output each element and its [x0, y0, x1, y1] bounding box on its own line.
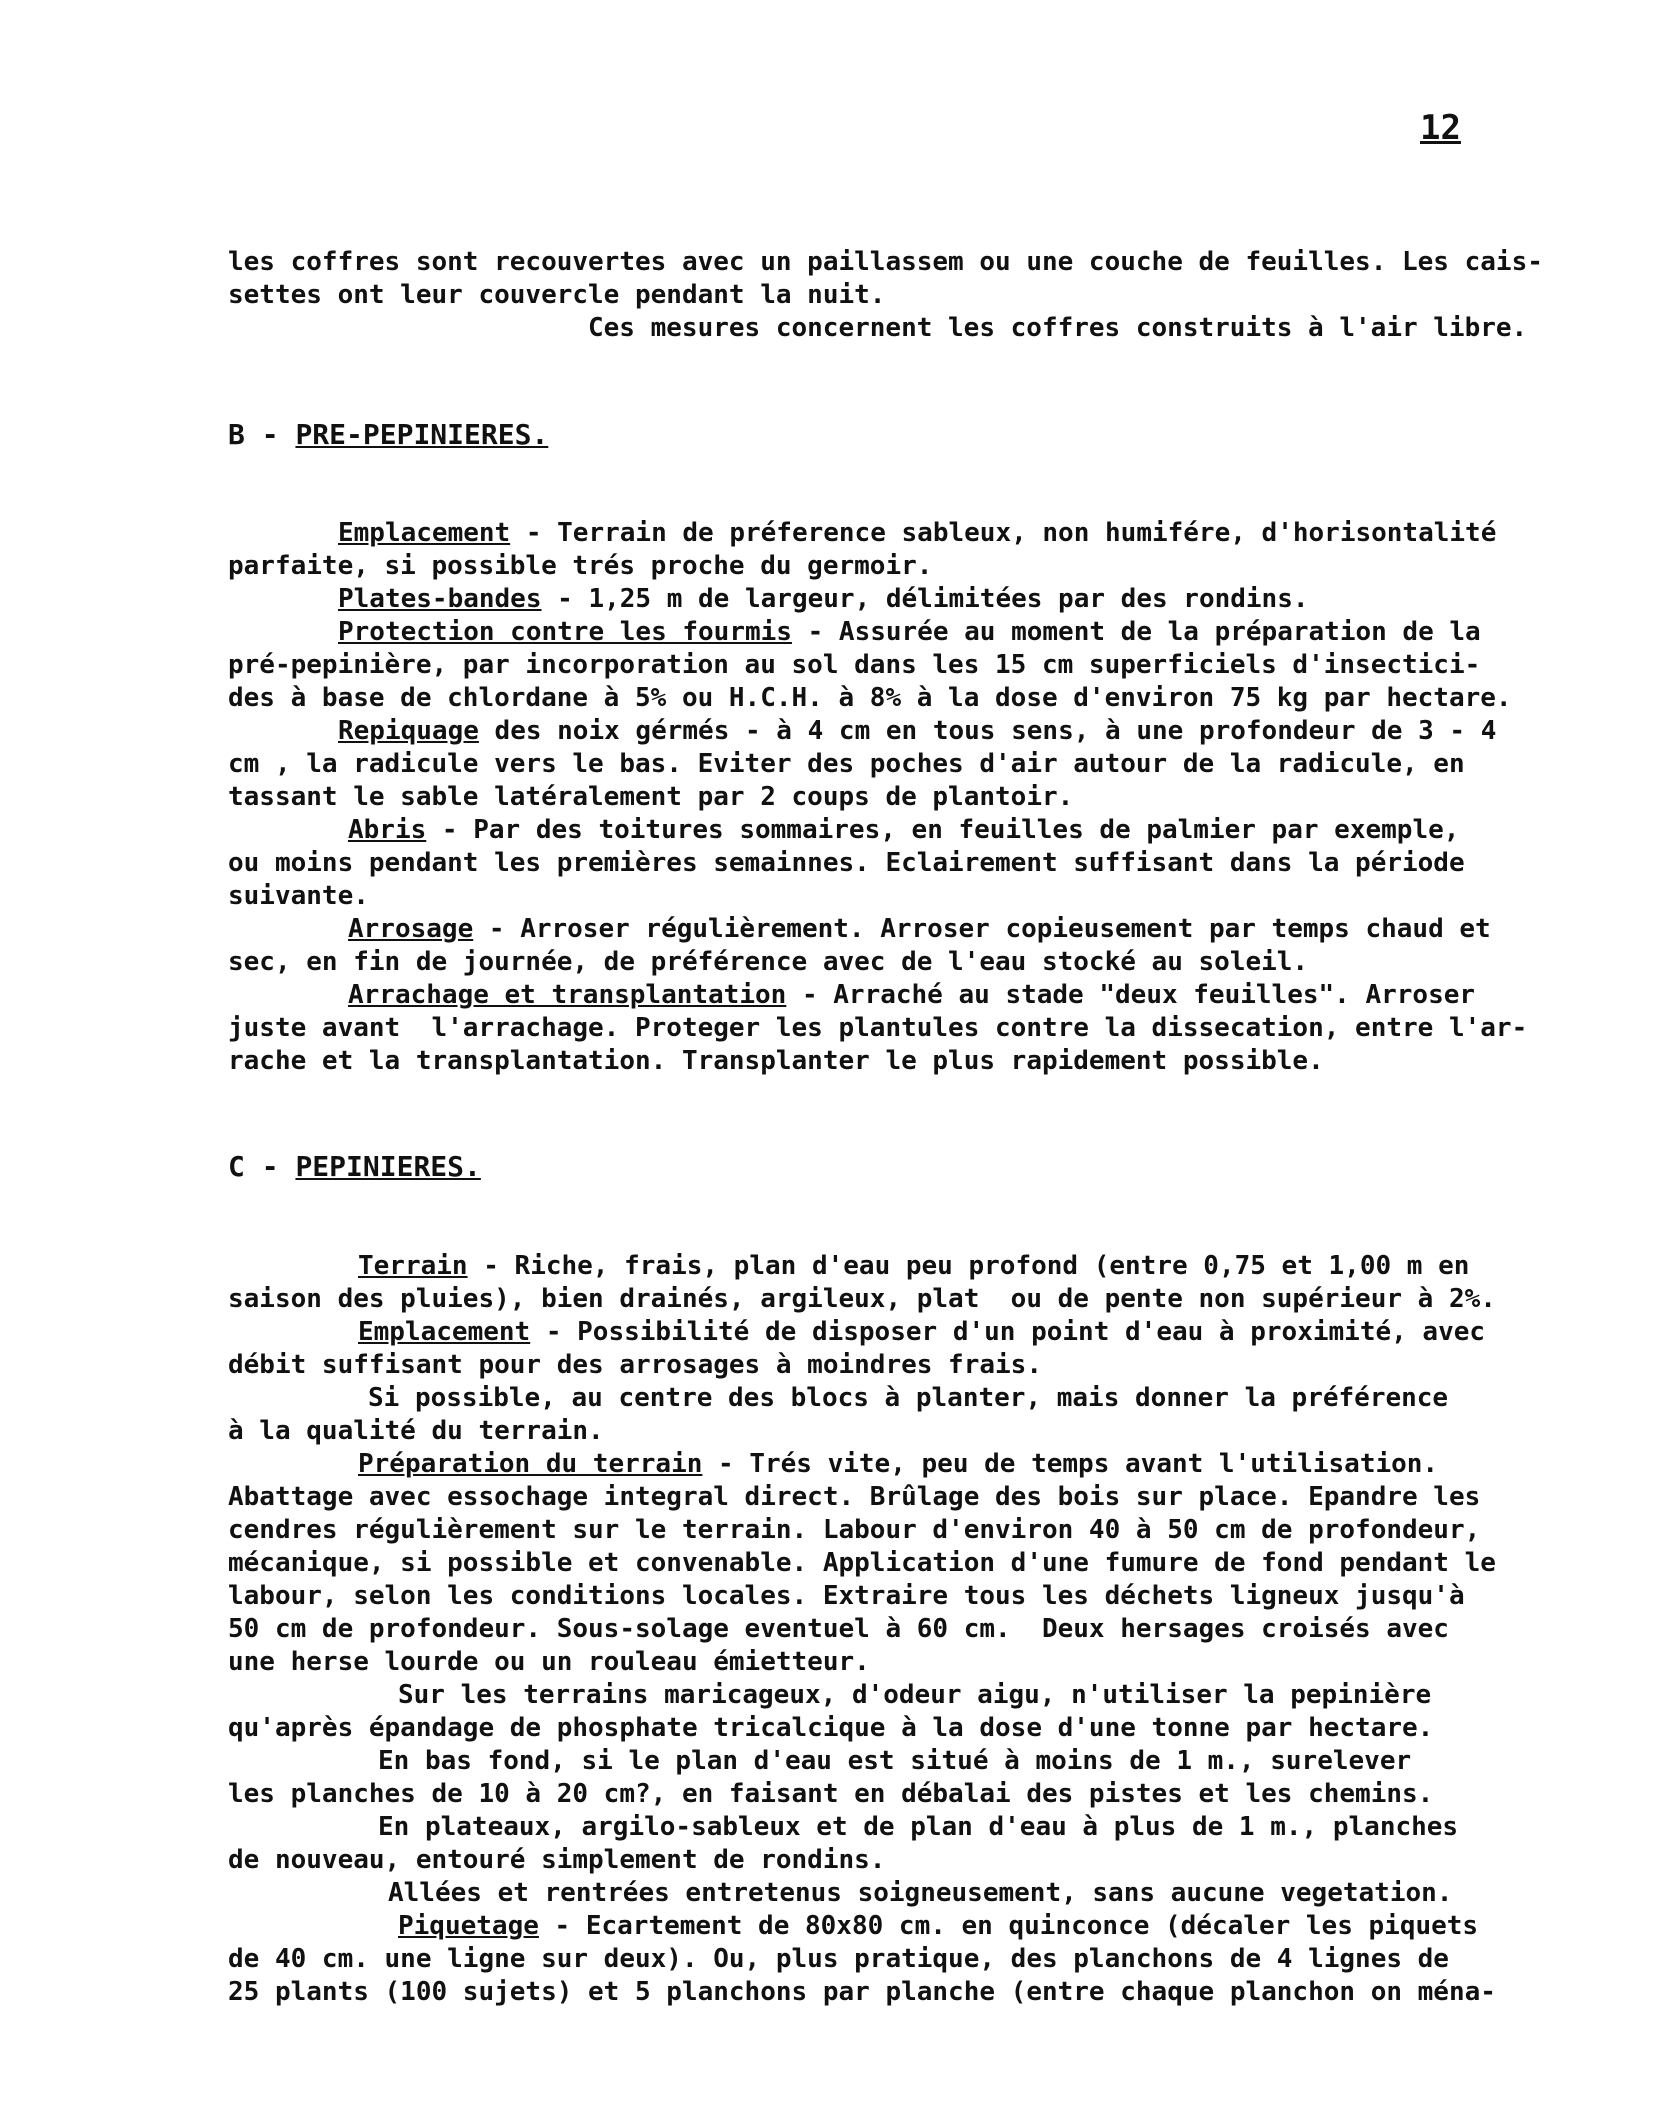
intro-paragraph [228, 246, 1543, 345]
text-line: saison des pluies), bien drainés, argileux, plat ou de pente non supérieur à 2%. [228, 1284, 1496, 1314]
text-line: Protection contre les fourmis - Assurée au moment de la préparation de la [338, 617, 1481, 647]
text-line: En bas fond, si le plan d'eau est situé à moins de 1 m., surelever [378, 1746, 1412, 1776]
section-title: PEPINIERES. [295, 1150, 481, 1183]
text-line: Si possible, au centre des blocs à planter, mais donner la préférence [368, 1383, 1449, 1413]
paragraph-label: Protection contre les fourmis [338, 617, 792, 647]
page-number: 12 [1420, 108, 1461, 148]
text-line: à la qualité du terrain. [228, 1416, 604, 1446]
text-line: une herse lourde ou un rouleau émietteur. [228, 1647, 870, 1677]
text-line: suivante. [228, 881, 369, 911]
text-line: juste avant l'arrachage. Proteger les plantules contre la dissecation, entre l'ar- [228, 1013, 1528, 1043]
paragraph-label: Préparation du terrain [358, 1449, 703, 1479]
paragraph-label: Piquetage [398, 1911, 539, 1941]
text-line: En plateaux, argilo-sableux et de plan d'eau à plus de 1 m., planches [378, 1812, 1459, 1842]
text-line: cendres régulièrement sur le terrain. Labour d'environ 40 à 50 cm de profondeur, [228, 1515, 1481, 1545]
text-line: Préparation du terrain - Trés vite, peu de temps avant l'utilisation. [358, 1449, 1439, 1479]
text-line: Plates-bandes - 1,25 m de largeur, délimitées par des rondins. [338, 584, 1309, 614]
paragraph-label: Plates-bandes [338, 584, 542, 614]
paragraph-label: Arrosage [348, 914, 474, 944]
section-c-heading [228, 1150, 1528, 1183]
text-line: Abris - Par des toitures sommaires, en feuilles de palmier par exemple, [348, 815, 1460, 845]
text-line: cm , la radicule vers le bas. Eviter des poches d'air autour de la radicule, en [228, 749, 1465, 779]
paragraph-label: Repiquage [338, 716, 479, 746]
section-prefix: B - [228, 418, 296, 451]
text-line: Allées et rentrées entretenus soigneusement, sans aucune vegetation. [388, 1878, 1453, 1908]
text-line: 25 plants (100 sujets) et 5 planchons par planche (entre chaque planchon on ména- [228, 1977, 1496, 2007]
text-line: Arrosage - Arroser régulièrement. Arroser copieusement par temps chaud et [348, 914, 1491, 944]
section-b-heading [228, 418, 1528, 451]
text-line: rache et la transplantation. Transplanter le plus rapidement possible. [228, 1046, 1324, 1076]
text-line: Emplacement - Terrain de préference sableux, non humifére, d'horisontalité [338, 518, 1497, 548]
text-line: 50 cm de profondeur. Sous-solage eventuel à 60 cm. Deux hersages croisés avec [228, 1614, 1449, 1644]
text-line: Repiquage des noix gérmés - à 4 cm en tous sens, à une profondeur de 3 - 4 [338, 716, 1497, 746]
text-line: Sur les terrains maricageux, d'odeur aigu, n'utiliser la pepinière [398, 1680, 1432, 1710]
paragraph-label: Emplacement [338, 518, 511, 548]
text-line: settes ont leur couvercle pendant la nuit. [228, 280, 886, 310]
text-line: pré-pepinière, par incorporation au sol dans les 15 cm superficiels d'insectici- [228, 650, 1481, 680]
section-title: PRE-PEPINIERES. [295, 418, 549, 451]
text-line: labour, selon les conditions locales. Extraire tous les déchets ligneux jusqu'à [228, 1581, 1465, 1611]
text-line: de 40 cm. une ligne sur deux). Ou, plus pratique, des planchons de 4 lignes de [228, 1944, 1449, 1974]
paragraph-label: Terrain [358, 1251, 468, 1281]
paragraph-label: Abris [348, 815, 427, 845]
text-line: sec, en fin de journée, de préférence avec de l'eau stocké au soleil. [228, 947, 1309, 977]
section-b-body [228, 517, 1528, 1078]
text-line: mécanique, si possible et convenable. Application d'une fumure de fond pendant le [228, 1548, 1496, 1578]
text-line: tassant le sable latéralement par 2 coups de plantoir. [228, 782, 1074, 812]
section-c-body [228, 1250, 1528, 2009]
text-line: débit suffisant pour des arrosages à moindres frais. [228, 1350, 1042, 1380]
text-line: les planches de 10 à 20 cm?, en faisant en débalai des pistes et les chemins. [228, 1779, 1434, 1809]
text-line: qu'après épandage de phosphate tricalcique à la dose d'une tonne par hectare. [228, 1713, 1434, 1743]
text-line: Terrain - Riche, frais, plan d'eau peu profond (entre 0,75 et 1,00 m en [358, 1251, 1470, 1281]
text-line: Emplacement - Possibilité de disposer d'un point d'eau à proximité, avec [358, 1317, 1486, 1347]
paragraph-label: Arrachage et transplantation [348, 980, 787, 1010]
text-line: Arrachage et transplantation - Arraché au stade "deux feuilles". Arroser [348, 980, 1476, 1010]
text-line: les coffres sont recouvertes avec un paillassem ou une couche de feuilles. Les cais- [228, 247, 1543, 277]
text-line: Ces mesures concernent les coffres construits à l'air libre. [588, 313, 1528, 343]
section-prefix: C - [228, 1150, 296, 1183]
text-line: Piquetage - Ecartement de 80x80 cm. en quinconce (décaler les piquets [398, 1911, 1479, 1941]
text-line: des à base de chlordane à 5% ou H.C.H. à 8% à la dose d'environ 75 kg par hectare. [228, 683, 1512, 713]
text-line: parfaite, si possible trés proche du germoir. [228, 551, 933, 581]
paragraph-label: Emplacement [358, 1317, 531, 1347]
text-line: de nouveau, entouré simplement de rondins. [228, 1845, 886, 1875]
text-line: Abattage avec essochage integral direct. Brûlage des bois sur place. Epandre les [228, 1482, 1481, 1512]
text-line: ou moins pendant les premières semainnes. Eclairement suffisant dans la période [228, 848, 1465, 878]
